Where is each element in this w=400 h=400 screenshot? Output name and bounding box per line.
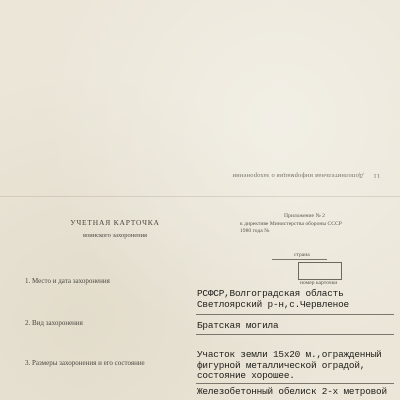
card-number-label: номер карточки [300,280,338,286]
answer-line: Братская могила [197,320,279,331]
answer-line: РСФСР,Волгоградская область [197,288,344,299]
answer-rule [196,314,394,315]
question-burial-type: 2. Вид захоронения [25,319,83,327]
annex-line-1: Приложение № 2 [284,213,325,219]
card-number-box [298,262,342,280]
answer-line: Светлоярский р-н,с.Червленое [197,298,349,310]
card-title: УЧЕТНАЯ КАРТОЧКА [70,218,160,227]
stamp-underline [272,259,327,260]
answer-line: состояние хорошее. [197,370,295,381]
mirrored-header-text: Дополнительная информация о захоронении [232,172,364,179]
card-subtitle: воинского захоронения [82,232,148,239]
mirrored-header [210,172,380,179]
answer-monument [197,387,400,398]
answer-place-date [197,289,400,310]
answer-size-condition [197,350,400,382]
annex-line-2: к директиве Министерства обороны СССР [240,220,342,227]
fold-line [0,196,400,197]
annex-line-3: 1980 года № [240,228,270,234]
question-place-date: 1. Место и дата захоронения [25,277,110,285]
annex-note [240,213,390,236]
answer-rule [196,383,394,384]
answer-line: фигурной металлической оградой, [197,359,366,371]
answer-burial-type [197,321,400,332]
stamp-label: страна [294,252,310,258]
answer-line: Железобетонный обелиск 2-х метровой [197,386,387,397]
mirrored-header-number: 11 [373,172,380,179]
answer-rule [196,334,394,335]
question-size-condition: 3. Размеры захоронения и его состояние [25,359,145,367]
answer-line: Участок земли 15х20 м.,огражденный [197,349,382,360]
